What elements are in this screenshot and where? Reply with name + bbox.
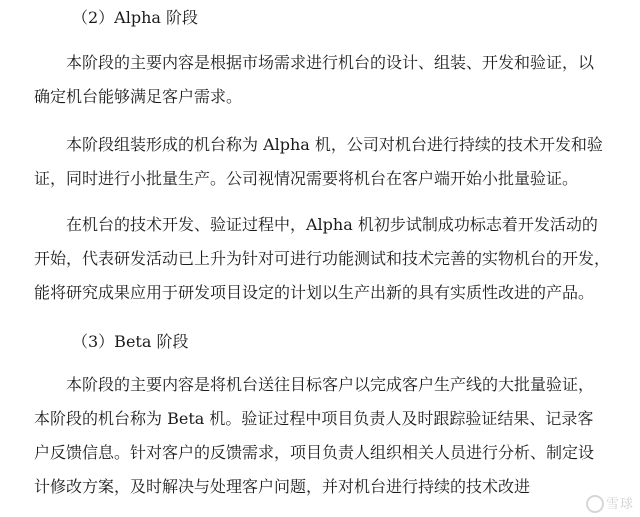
alpha-stage-heading: （2）Alpha 阶段	[72, 8, 199, 27]
text-line: 本阶段组装形成的机台称为 Alpha 机，公司对机台进行持续的技术开发和验	[66, 135, 603, 154]
text-line: 证，同时进行小批量生产。公司视情况需要将机台在客户端开始小批量验证。	[34, 169, 579, 188]
beta-stage-heading: （3）Beta 阶段	[72, 332, 189, 351]
text-line: 本阶段的主要内容是根据市场需求进行机台的设计、组装、开发和验证，以	[66, 53, 595, 72]
watermark	[586, 493, 634, 514]
text-line: 能将研究成果应用于研发项目设定的计划以生产出新的具有实质性改进的产品。	[34, 283, 595, 302]
text-line: 开始，代表研发活动已上升为针对可进行功能测试和技术完善的实物机台的开发，	[34, 249, 611, 268]
alpha-paragraph-1	[0, 46, 640, 114]
text-line: 本阶段的主要内容是将机台送往目标客户以完成客户生产线的大批量验证，	[66, 375, 595, 394]
snowball-logo-icon	[586, 495, 604, 513]
text-line: 计修改方案，及时解决与处理客户问题，并对机台进行持续的技术改进	[34, 477, 531, 496]
text-line: 户反馈信息。针对客户的反馈需求，项目负责人组织相关人员进行分析、制定设	[34, 443, 595, 462]
watermark-text: 雪球	[605, 496, 634, 512]
alpha-paragraph-3	[0, 208, 640, 310]
text-line: 本阶段的机台称为 Beta 机。验证过程中项目负责人及时跟踪验证结果、记录客	[34, 409, 594, 428]
alpha-paragraph-2	[0, 128, 640, 196]
text-line: 确定机台能够满足客户需求。	[34, 87, 243, 106]
beta-paragraph-1	[0, 368, 640, 504]
text-line: 在机台的技术开发、验证过程中，Alpha 机初步试制成功标志着开发活动的	[66, 215, 598, 234]
